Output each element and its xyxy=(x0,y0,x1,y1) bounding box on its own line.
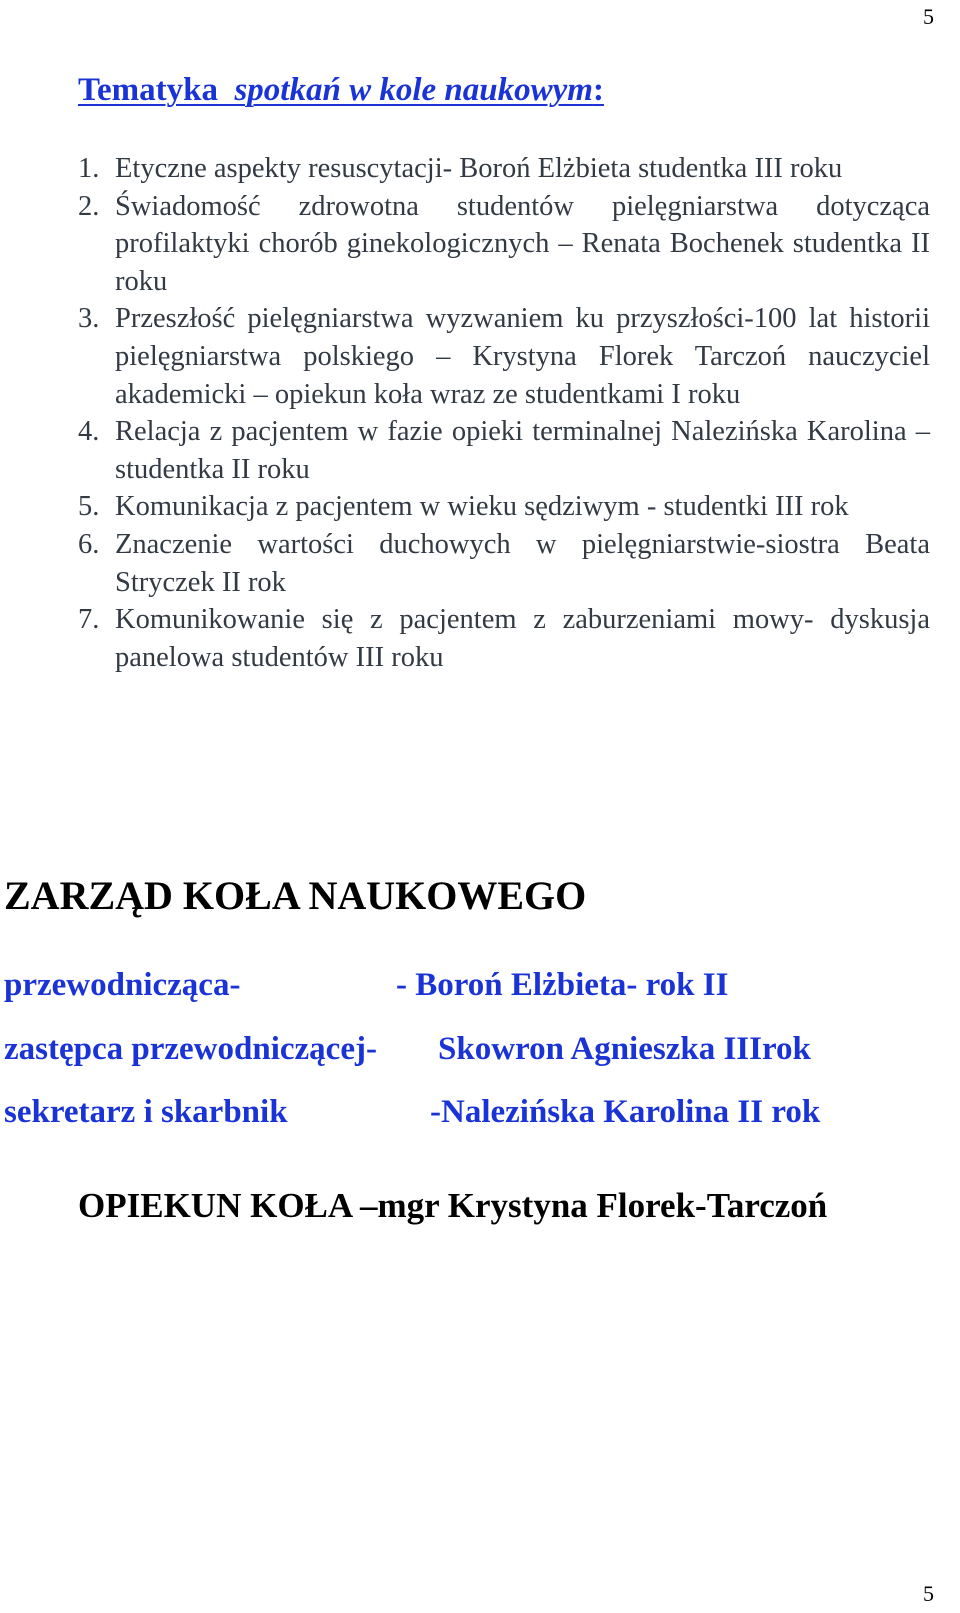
topic-number: 2. xyxy=(78,190,100,222)
topic-number: 5. xyxy=(78,491,100,523)
page-number-top: 5 xyxy=(923,4,934,29)
topics-heading-italic: spotkań w kole naukowym xyxy=(234,72,593,108)
board-role: zastępca przewodniczącej- xyxy=(4,1031,377,1067)
topic-number: 4. xyxy=(78,416,100,448)
topic-text: Świadomość zdrowotna studentów pielęgniarstwa dotycząca profilaktyki chorób ginekologicznych – Renata Bochenek studentka II roku xyxy=(115,190,930,297)
board-member-name: - Boroń Elżbieta- rok II xyxy=(396,967,729,1003)
supervisor-line: OPIEKUN KOŁA –mgr Krystyna Florek-Tarczoń xyxy=(78,1186,828,1225)
board-role: przewodnicząca- xyxy=(4,967,241,1003)
topic-item xyxy=(78,601,930,676)
topic-number: 7. xyxy=(78,604,100,636)
topic-item xyxy=(78,150,930,188)
page-number-bottom: 5 xyxy=(923,1581,934,1606)
board-member-vice-chair xyxy=(4,1031,811,1068)
topic-item xyxy=(78,188,930,301)
board-title: ZARZĄD KOŁA NAUKOWEGO xyxy=(4,873,587,918)
topic-item xyxy=(78,526,930,601)
board-member-chair xyxy=(4,967,729,1004)
topic-item xyxy=(78,413,930,488)
topic-text: Przeszłość pielęgniarstwa wyzwaniem ku przyszłości-100 lat historii pielęgniarstwa polskiego – Krystyna Florek Tarczoń nauczyciel akademicki – opiekun koła wraz ze studentkami I roku xyxy=(115,303,930,410)
topic-item xyxy=(78,488,930,526)
topics-heading xyxy=(78,72,604,109)
topic-item xyxy=(78,300,930,413)
topic-number: 3. xyxy=(78,303,100,335)
board-member-secretary xyxy=(4,1094,821,1131)
board-member-name: -Nalezińska Karolina II rok xyxy=(430,1094,821,1130)
topics-heading-main: Tematyka xyxy=(78,72,218,108)
board-member-name: Skowron Agnieszka IIIrok xyxy=(438,1031,811,1067)
topic-number: 1. xyxy=(78,153,100,184)
topic-text: Komunikacja z pacjentem w wieku sędziwym - studentki III rok xyxy=(115,491,849,523)
topic-number: 6. xyxy=(78,528,100,560)
topic-text: Relacja z pacjentem w fazie opieki terminalnej Nalezińska Karolina –studentka II roku xyxy=(115,416,930,485)
topics-heading-colon: : xyxy=(592,72,604,108)
topic-text: Znaczenie wartości duchowych w pielęgniarstwie-siostra Beata Stryczek II rok xyxy=(115,528,930,598)
topic-text: Komunikowanie się z pacjentem z zaburzeniami mowy- dyskusja panelowa studentów III roku xyxy=(115,604,930,673)
board-role: sekretarz i skarbnik xyxy=(4,1094,288,1130)
topic-text: Etyczne aspekty resuscytacji- Boroń Elżbieta studentka III roku xyxy=(115,153,843,184)
topics-list xyxy=(78,150,930,676)
